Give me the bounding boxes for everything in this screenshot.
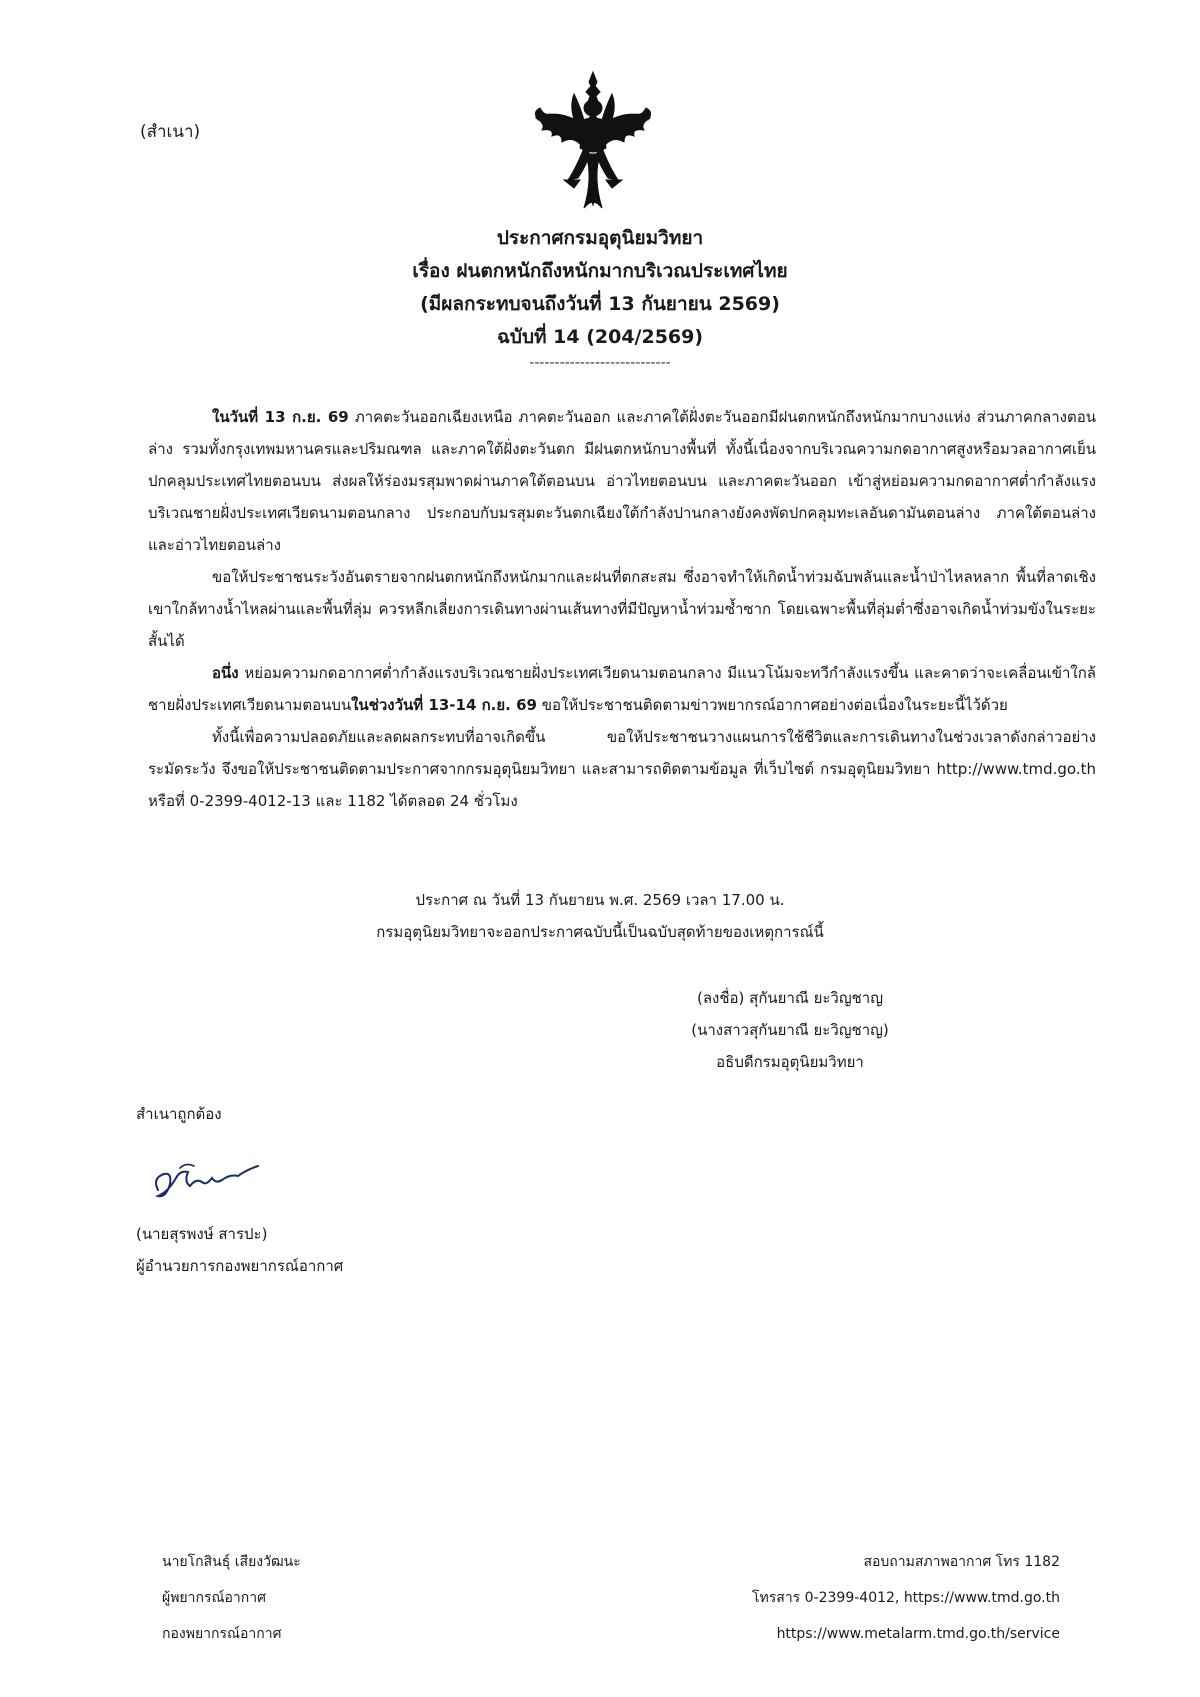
announcement-title: ประกาศกรมอุตุนิยมวิทยา <box>496 227 704 249</box>
footer-contact <box>752 1544 1060 1652</box>
footer-left-line: ผู้พยากรณ์อากาศ <box>162 1590 266 1606</box>
paragraph-low-pressure <box>148 657 1096 721</box>
paragraph-safety-advice <box>148 721 1096 817</box>
paragraph-warning <box>148 561 1096 657</box>
certification-label-block <box>136 1098 222 1130</box>
certifying-official-block <box>136 1218 343 1282</box>
footer-left-line: นายโกสินธุ์ เสียงวัฒนะ <box>162 1554 301 1570</box>
signatory-block <box>600 982 980 1078</box>
announcement-header <box>0 222 1200 372</box>
certification-label: สำเนาถูกต้อง <box>136 1105 222 1123</box>
p3-bold-lead: อนึ่ง <box>212 664 239 682</box>
p3-text-c: ขอให้ประชาชนติดตามข่าวพยากรณ์อากาศอย่างต่อเนื่องในระยะนี้ไว้ด้วย <box>536 696 1008 714</box>
announcement-body <box>148 401 1096 817</box>
announcement-subject: เรื่อง ฝนตกหนักถึงหนักมากบริเวณประเทศไทย <box>412 260 788 282</box>
announcement-effect-date: (มีผลกระทบจนถึงวันที่ 13 กันยายน 2569) <box>420 293 780 315</box>
signatory-name: (นางสาวสุกันยาณี ยะวิญชาญ) <box>691 1021 889 1039</box>
p2-text: ขอให้ประชาชนระวังอันตรายจากฝนตกหนักถึงหนักมากและฝนที่ตกสะสม ซึ่งอาจทำให้เกิดน้ำท่วมฉับพลันและน้ำป่าไหลหลาก พื้นที่ลาดเชิงเขาใกล้ทางน้ำไหลผ่านและพื้นที่ลุ่ม ควรหลีกเลี่ยงการเดินทางผ่านเส้นทางที่มีปัญหาน้ำท่วมซ้ำซาก โดยเฉพาะพื้นที่ลุ่มต่ำซึ่งอาจเกิดน้ำท่วมขังในระยะสั้นได้ <box>148 568 1096 650</box>
announce-date-block <box>0 884 1200 948</box>
footer-fax-website: โทรสาร 0-2399-4012, https://www.tmd.go.th <box>752 1590 1060 1606</box>
p4-text: ทั้งนี้เพื่อความปลอดภัยและลดผลกระทบที่อาจเกิดขึ้น ขอให้ประชาชนวางแผนการใช้ชีวิตและการเดินทางในช่วงเวลาดังกล่าวอย่างระมัดระวัง จึงขอให้ประชาชนติดตามประกาศจากกรมอุตุนิยมวิทยา และสามารถติดตามข้อมูล ที่เว็บไซต์ กรมอุตุนิยมวิทยา http://www.tmd.go.th หรือที่ 0-2399-4012-13 และ 1182 ได้ตลอด 24 ชั่วโมง <box>148 728 1096 810</box>
p1-date-bold: ในวันที่ 13 ก.ย. 69 <box>212 408 349 426</box>
p3-text-a: หย่อมความกดอากาศต่ำกำลังแรงบริเวณชายฝั่งประเทศเวียดนามตอนกลาง มีแนวโน้มจะทวีกำลังแรงขึ้น และคาดว่าจะเคลื่อนเข้าใกล้ชายฝั่งประเทศเวียดนามตอนบน <box>148 664 1096 714</box>
p1-text: ภาคตะวันออกเฉียงเหนือ ภาคตะวันออก และภาคใต้ฝั่งตะวันออกมีฝนตกหนักถึงหนักมากบางแห่ง ส่วนภาคกลางตอนล่าง รวมทั้งกรุงเทพมหานครและปริมณฑล และภาคใต้ฝั่งตะวันตก มีฝนตกหนักบางพื้นที่ ทั้งนี้เนื่องจากบริเวณความกดอากาศสูงหรือมวลอากาศเย็นปกคลุมประเทศไทยตอนบน ส่งผลให้ร่องมรสุมพาดผ่านภาคใต้ตอนบน อ่าวไทยตอนบน และภาคตะวันออก เข้าสู่หย่อมความกดอากาศต่ำกำลังแรงบริเวณชายฝั่งประเทศเวียดนามตอนกลาง ประกอบกับมรสุมตะวันตกเฉียงใต้กำลังปานกลางยังคงพัดปกคลุมทะเลอันดามันตอนล่าง ภาคใต้ตอนล่าง และอ่าวไทยตอนล่าง <box>148 408 1096 554</box>
signatory-position: อธิบดีกรมอุตุนิยมวิทยา <box>716 1053 864 1071</box>
garuda-emblem-icon <box>528 68 658 213</box>
header-divider: ---------------------------- <box>529 355 671 371</box>
certifying-official-name: (นายสุรพงษ์ สารปะ) <box>136 1225 268 1243</box>
copy-mark: (สำเนา) <box>140 122 201 142</box>
announcement-issue-number: ฉบับที่ 14 (204/2569) <box>496 326 704 348</box>
handwritten-signature-icon <box>150 1148 270 1208</box>
footer-hotline: สอบถามสภาพอากาศ โทร 1182 <box>863 1554 1060 1570</box>
signatory-signed: (ลงชื่อ) สุกันยาณี ยะวิญชาญ <box>697 989 883 1007</box>
paragraph-weather-situation <box>148 401 1096 561</box>
announce-final-line: กรมอุตุนิยมวิทยาจะออกประกาศฉบับนี้เป็นฉบับสุดท้ายของเหตุการณ์นี้ <box>376 923 824 941</box>
p3-bold-period: ในช่วงวันที่ 13-14 ก.ย. 69 <box>351 696 537 714</box>
footer-left-line: กองพยากรณ์อากาศ <box>162 1626 282 1642</box>
footer-service-url: https://www.metalarm.tmd.go.th/service <box>776 1626 1060 1642</box>
footer-forecaster <box>162 1544 301 1652</box>
certifying-official-position: ผู้อำนวยการกองพยากรณ์อากาศ <box>136 1257 344 1275</box>
announce-date-line: ประกาศ ณ วันที่ 13 กันยายน พ.ศ. 2569 เวลา 17.00 น. <box>415 891 785 909</box>
